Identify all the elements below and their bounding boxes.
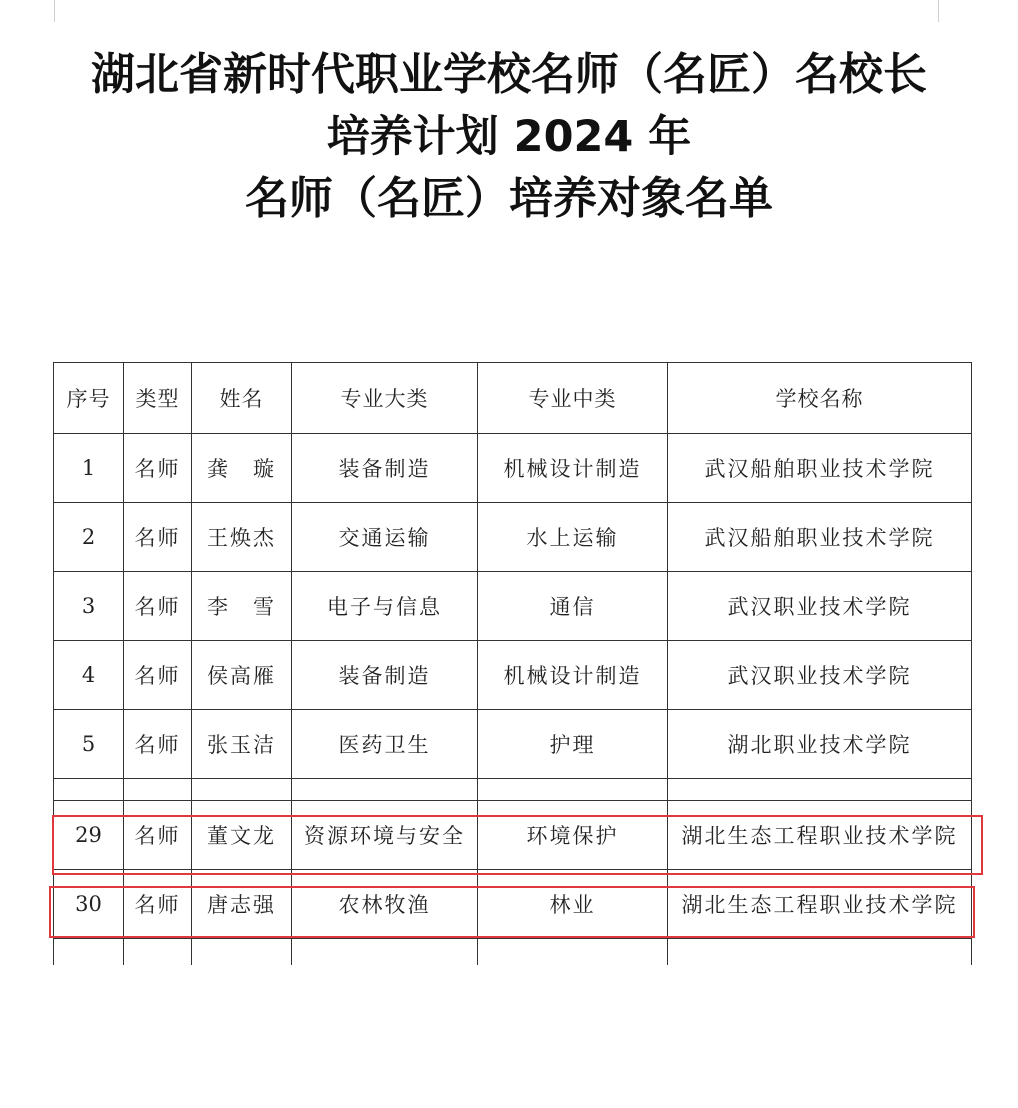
page-edge-left bbox=[54, 0, 55, 22]
cell-type: 名师 bbox=[124, 801, 192, 870]
highlight-box-row-29 bbox=[52, 815, 983, 875]
header-major-category: 专业大类 bbox=[292, 363, 478, 434]
table-row bbox=[54, 710, 972, 779]
cell-major-subcategory: 护理 bbox=[478, 710, 668, 779]
cell-major-category: 资源环境与安全 bbox=[292, 801, 478, 870]
cell-major-subcategory: 林业 bbox=[478, 870, 668, 939]
title-line-1: 湖北省新时代职业学校名师（名匠）名校长 bbox=[91, 49, 927, 100]
cell-index: 4 bbox=[54, 641, 124, 710]
cell-name: 侯高雁 bbox=[192, 641, 292, 710]
cell-school: 湖北生态工程职业技术学院 bbox=[668, 801, 972, 870]
cell-name: 张玉洁 bbox=[192, 710, 292, 779]
cell-type: 名师 bbox=[124, 572, 192, 641]
page-edge-right bbox=[938, 0, 939, 22]
table-row bbox=[54, 434, 972, 503]
cell-name: 董文龙 bbox=[192, 801, 292, 870]
document-title bbox=[0, 44, 1018, 230]
cell-index: 2 bbox=[54, 503, 124, 572]
cell-school: 武汉船舶职业技术学院 bbox=[668, 503, 972, 572]
cell-name: 李 雪 bbox=[192, 572, 292, 641]
table-row bbox=[54, 572, 972, 641]
cell-school: 武汉船舶职业技术学院 bbox=[668, 434, 972, 503]
table-header-row bbox=[54, 363, 972, 434]
cell-major-subcategory: 环境保护 bbox=[478, 801, 668, 870]
header-major-subcategory: 专业中类 bbox=[478, 363, 668, 434]
cell-school: 湖北职业技术学院 bbox=[668, 710, 972, 779]
cell-type: 名师 bbox=[124, 434, 192, 503]
table-row bbox=[54, 641, 972, 710]
cell-index: 29 bbox=[54, 801, 124, 870]
cell-major-subcategory: 机械设计制造 bbox=[478, 434, 668, 503]
cell-major-category: 交通运输 bbox=[292, 503, 478, 572]
cell-major-subcategory: 机械设计制造 bbox=[478, 641, 668, 710]
cell-type: 名师 bbox=[124, 870, 192, 939]
table-row bbox=[54, 503, 972, 572]
highlight-box-row-30 bbox=[49, 886, 975, 938]
cell-major-category: 装备制造 bbox=[292, 641, 478, 710]
cell-school: 武汉职业技术学院 bbox=[668, 572, 972, 641]
cell-index: 30 bbox=[54, 870, 124, 939]
cell-index: 3 bbox=[54, 572, 124, 641]
cell-school: 湖北生态工程职业技术学院 bbox=[668, 870, 972, 939]
cell-type: 名师 bbox=[124, 641, 192, 710]
cell-name: 龚 璇 bbox=[192, 434, 292, 503]
header-index: 序号 bbox=[54, 363, 124, 434]
title-line-2: 培养计划 2024 年 bbox=[326, 112, 692, 162]
cell-major-category: 医药卫生 bbox=[292, 710, 478, 779]
cell-type: 名师 bbox=[124, 710, 192, 779]
header-school: 学校名称 bbox=[668, 363, 972, 434]
cell-index: 5 bbox=[54, 710, 124, 779]
cell-type: 名师 bbox=[124, 503, 192, 572]
cell-school: 武汉职业技术学院 bbox=[668, 641, 972, 710]
cell-major-category: 电子与信息 bbox=[292, 572, 478, 641]
cell-name: 王焕杰 bbox=[192, 503, 292, 572]
cell-major-subcategory: 水上运输 bbox=[478, 503, 668, 572]
cell-major-category: 农林牧渔 bbox=[292, 870, 478, 939]
header-type: 类型 bbox=[124, 363, 192, 434]
title-line-3: 名师（名匠）培养对象名单 bbox=[245, 173, 773, 224]
roster-table-top bbox=[53, 362, 971, 803]
header-name: 姓名 bbox=[192, 363, 292, 434]
table-row-cut bbox=[54, 939, 972, 966]
cell-major-category: 装备制造 bbox=[292, 434, 478, 503]
cell-major-subcategory: 通信 bbox=[478, 572, 668, 641]
cell-name: 唐志强 bbox=[192, 870, 292, 939]
cell-index: 1 bbox=[54, 434, 124, 503]
